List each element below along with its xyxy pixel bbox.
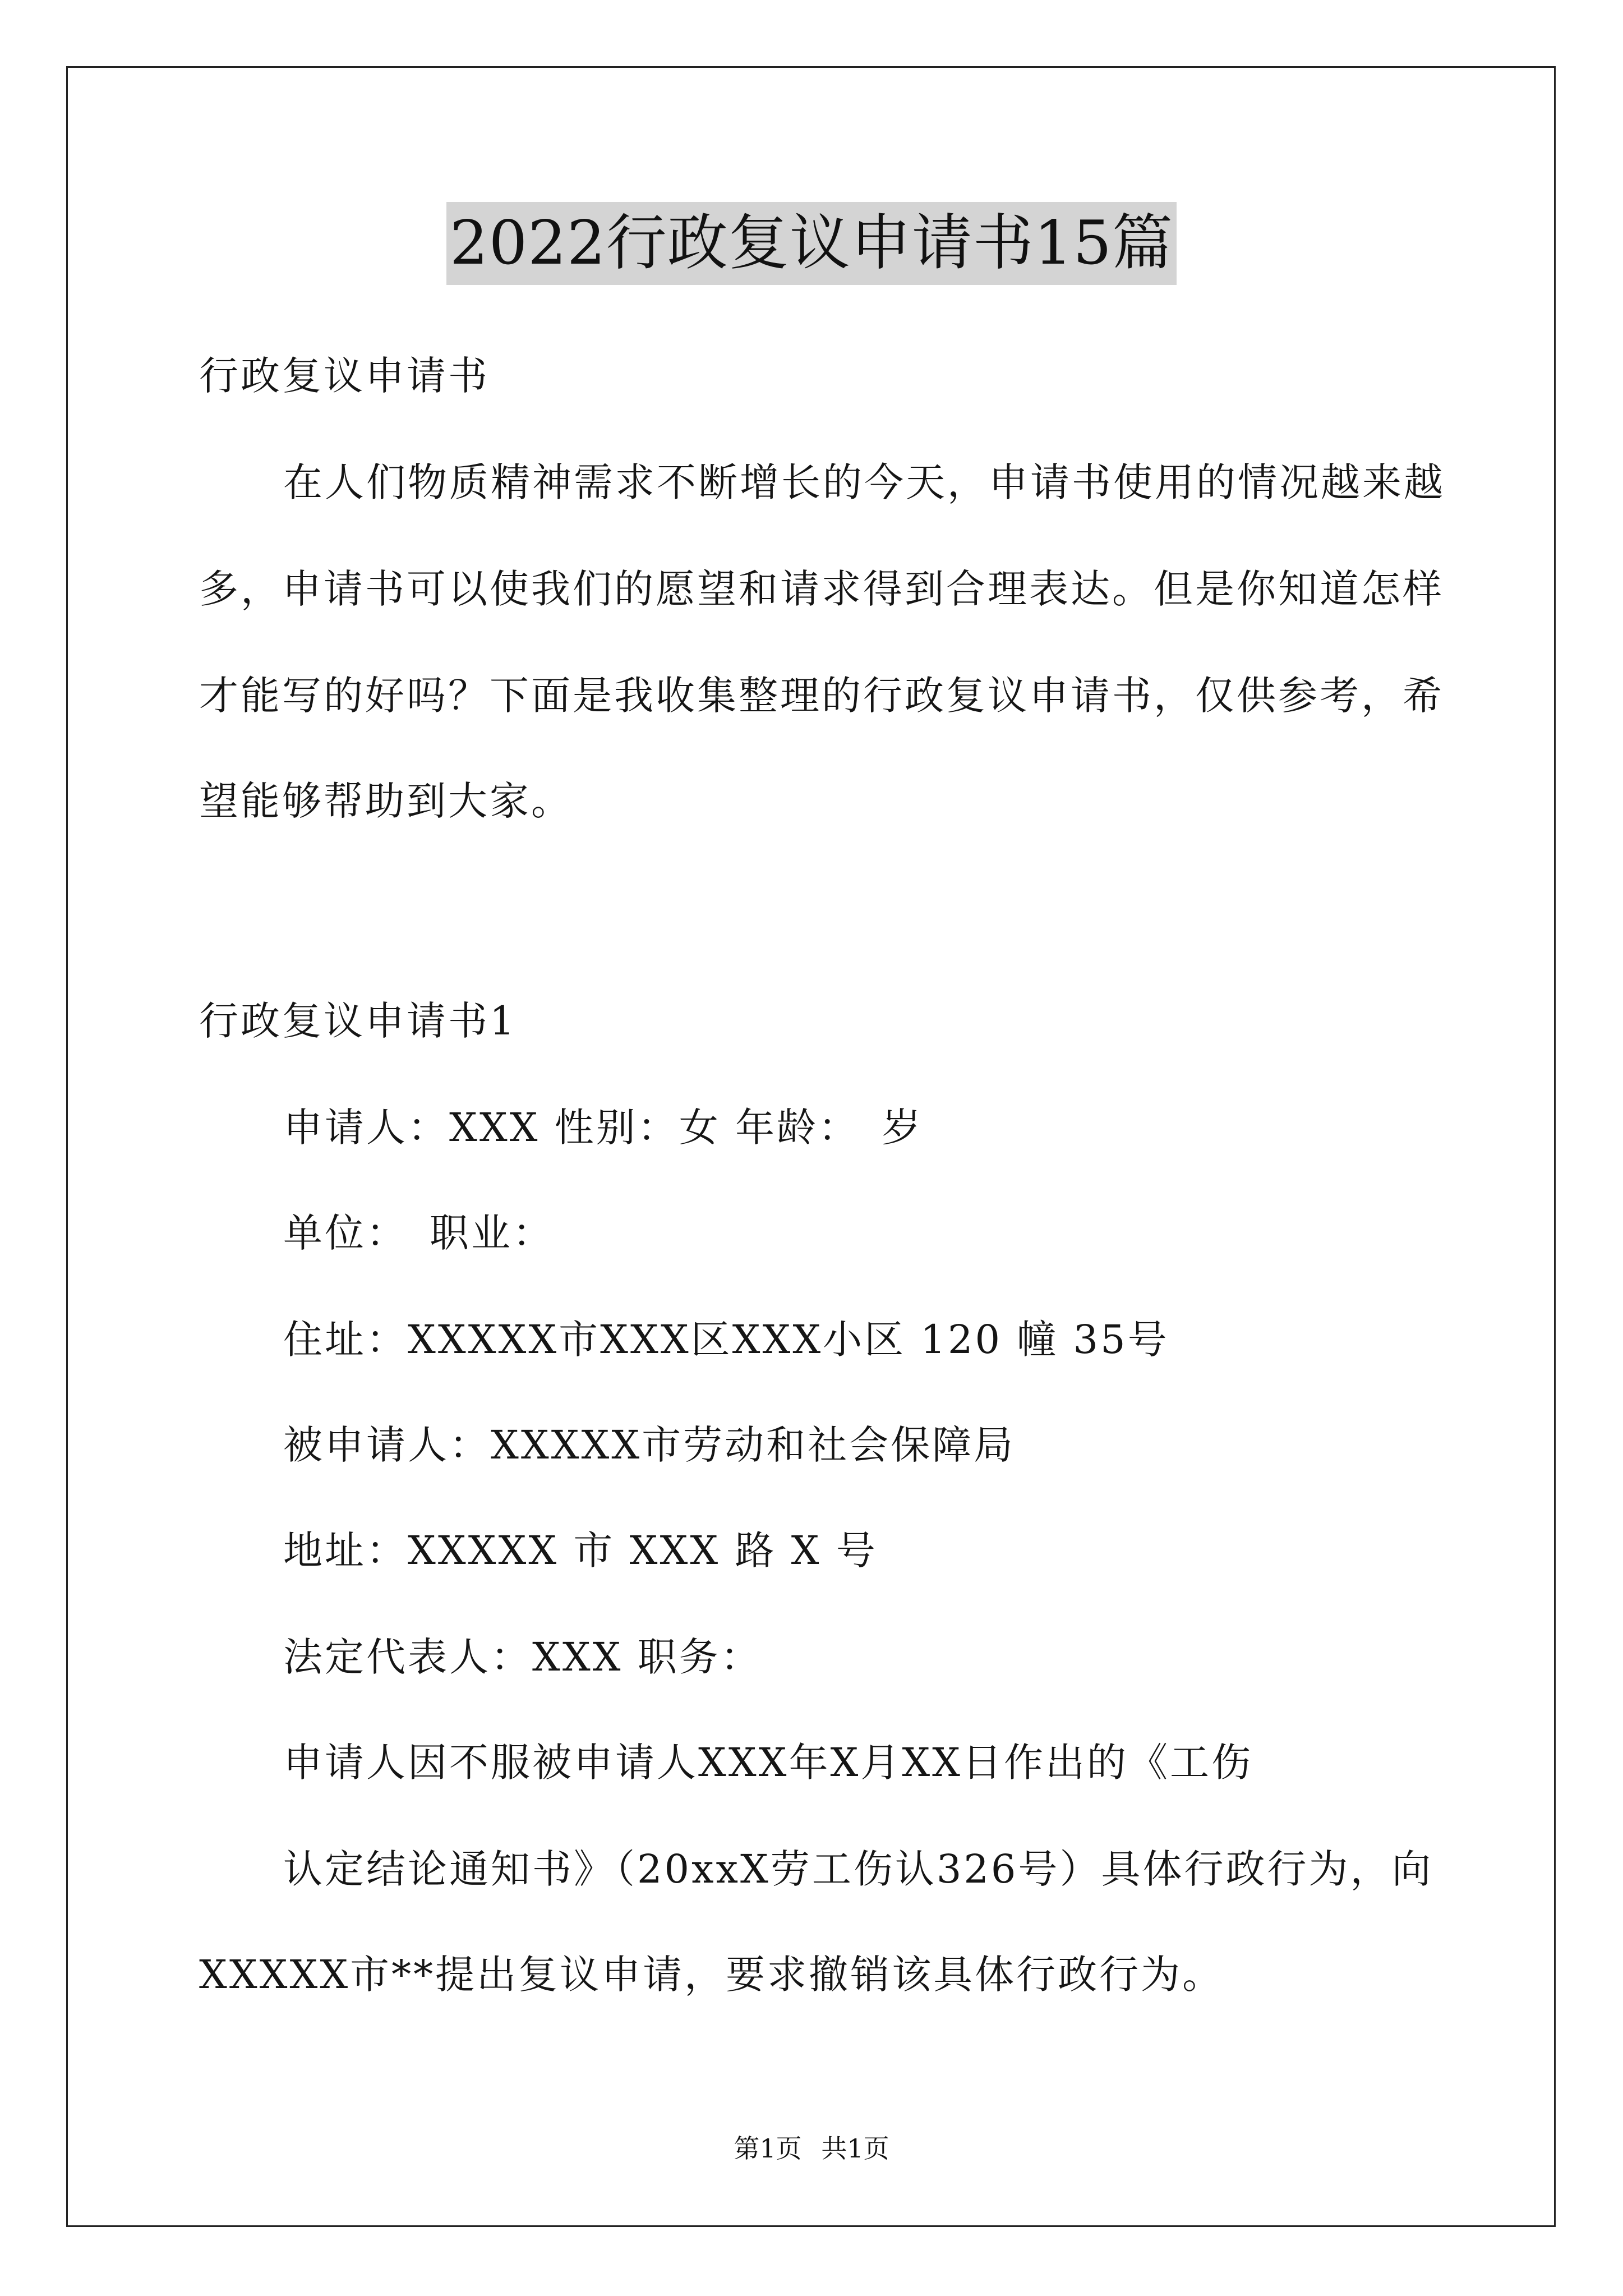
title-container [0,202,1623,285]
body-line-3: XXXXX市**提出复议申请，要求撤销该具体行政行为。 [199,1952,1224,1998]
respondent-address-line: 地址：XXXXX 市 XXX 路 X 号 [283,1527,878,1573]
body-line-1: 申请人因不服被申请人XXX年X月XX日作出的《工伤 [283,1740,1253,1786]
intro-line-1: 在人们物质精神需求不断增长的今天，申请书使用的情况越来越 [283,459,1445,505]
page-number: 第1页 [734,2133,802,2164]
intro-line-3: 才能写的好吗？下面是我收集整理的行政复议申请书，仅供参考，希 [199,673,1444,719]
page-total: 共1页 [821,2133,889,2164]
respondent-line: 被申请人：XXXXX市劳动和社会保障局 [283,1422,1016,1468]
document-title: 2022行政复议申请书15篇 [446,202,1177,285]
intro-line-4: 望能够帮助到大家。 [199,778,573,824]
legal-representative-line: 法定代表人：XXX 职务： [283,1634,762,1680]
intro-line-2: 多，申请书可以使我们的愿望和请求得到合理表达。但是你知道怎样 [199,566,1444,612]
address-line: 住址：XXXXX市XXX区XXX小区 120 幢 35号 [283,1317,1169,1363]
sub-heading: 行政复议申请书1 [199,998,517,1044]
section-heading: 行政复议申请书 [199,353,490,399]
unit-line: 单位： 职业： [283,1210,554,1256]
applicant-line: 申请人：XXX 性别：女 年龄： 岁 [283,1105,924,1151]
body-line-2: 认定结论通知书》（20xxX劳工伤认326号）具体行政行为，向 [283,1846,1433,1892]
page-footer [0,2132,1623,2165]
